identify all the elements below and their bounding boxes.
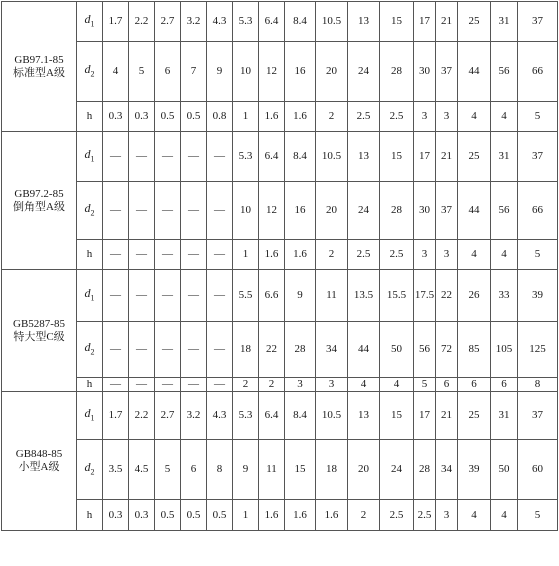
table-row: [2, 322, 558, 378]
value-cell: 4: [103, 42, 129, 102]
value-cell: 56: [414, 322, 436, 378]
value-cell: 66: [518, 42, 558, 102]
parameter-symbol: d: [84, 285, 91, 300]
standard-label: [2, 2, 77, 132]
table-body: [2, 2, 558, 531]
value-cell: 28: [285, 322, 316, 378]
value-cell: 8.4: [285, 132, 316, 182]
standard-label: [2, 270, 77, 392]
value-cell: 16: [285, 42, 316, 102]
value-cell: —: [207, 182, 233, 240]
value-cell: 5.3: [233, 2, 259, 42]
table-row: [2, 42, 558, 102]
value-cell: 2: [259, 378, 285, 392]
value-cell: 0.5: [181, 500, 207, 531]
value-cell: 3: [436, 500, 458, 531]
value-cell: 2.7: [155, 2, 181, 42]
value-cell: 4: [380, 378, 414, 392]
value-cell: 10: [233, 182, 259, 240]
value-cell: 21: [436, 2, 458, 42]
value-cell: 4.5: [129, 440, 155, 500]
value-cell: 6.6: [259, 270, 285, 322]
parameter-label: [77, 392, 103, 440]
value-cell: 18: [233, 322, 259, 378]
value-cell: 39: [518, 270, 558, 322]
value-cell: 20: [348, 440, 380, 500]
value-cell: 1.6: [285, 500, 316, 531]
parameter-symbol: d: [84, 339, 91, 354]
value-cell: 37: [436, 182, 458, 240]
value-cell: 105: [491, 322, 518, 378]
value-cell: 15: [380, 2, 414, 42]
value-cell: —: [181, 378, 207, 392]
value-cell: 13: [348, 132, 380, 182]
standard-label-line: 倒角型A级: [13, 200, 65, 213]
value-cell: 25: [458, 132, 491, 182]
value-cell: 4.3: [207, 2, 233, 42]
value-cell: 3.5: [103, 440, 129, 500]
washer-dimensions-table: [1, 1, 558, 531]
parameter-label: [77, 240, 103, 270]
value-cell: —: [155, 322, 181, 378]
parameter-label: [77, 132, 103, 182]
value-cell: 6.4: [259, 392, 285, 440]
value-cell: 5.3: [233, 132, 259, 182]
value-cell: 56: [491, 42, 518, 102]
value-cell: 1: [233, 500, 259, 531]
parameter-symbol: h: [86, 110, 93, 122]
value-cell: 13.5: [348, 270, 380, 322]
value-cell: 56: [491, 182, 518, 240]
value-cell: 3: [414, 102, 436, 132]
value-cell: 44: [458, 42, 491, 102]
value-cell: 44: [458, 182, 491, 240]
value-cell: 2.5: [348, 102, 380, 132]
value-cell: 22: [436, 270, 458, 322]
value-cell: 0.3: [129, 102, 155, 132]
value-cell: 11: [316, 270, 348, 322]
value-cell: 26: [458, 270, 491, 322]
value-cell: 44: [348, 322, 380, 378]
parameter-subscript: 2: [90, 467, 95, 477]
value-cell: —: [181, 132, 207, 182]
value-cell: 30: [414, 182, 436, 240]
standard-label-line: 小型A级: [18, 461, 60, 473]
parameter-symbol: h: [86, 378, 93, 390]
parameter-symbol: d: [84, 459, 91, 474]
value-cell: —: [103, 378, 129, 392]
value-cell: 2.7: [155, 392, 181, 440]
value-cell: 50: [380, 322, 414, 378]
value-cell: 1.6: [259, 500, 285, 531]
value-cell: 3: [285, 378, 316, 392]
value-cell: 31: [491, 132, 518, 182]
value-cell: 5.3: [233, 392, 259, 440]
value-cell: 17.5: [414, 270, 436, 322]
value-cell: 22: [259, 322, 285, 378]
parameter-symbol: d: [84, 11, 91, 26]
value-cell: 1: [233, 102, 259, 132]
value-cell: 5: [518, 102, 558, 132]
value-cell: 1.6: [285, 102, 316, 132]
parameter-subscript: 1: [90, 413, 95, 423]
value-cell: —: [129, 240, 155, 270]
value-cell: 31: [491, 392, 518, 440]
value-cell: 31: [491, 2, 518, 42]
standard-label-line: GB848-85: [15, 448, 63, 460]
parameter-symbol: d: [84, 61, 91, 76]
value-cell: 33: [491, 270, 518, 322]
value-cell: 13: [348, 2, 380, 42]
parameter-symbol: h: [86, 248, 93, 260]
parameter-label: [77, 322, 103, 378]
value-cell: —: [155, 378, 181, 392]
value-cell: 0.8: [207, 102, 233, 132]
value-cell: 4: [491, 102, 518, 132]
value-cell: —: [155, 182, 181, 240]
value-cell: 2.5: [380, 102, 414, 132]
value-cell: 20: [316, 182, 348, 240]
standard-label-line: 标准型A级: [13, 66, 65, 79]
value-cell: 0.5: [207, 500, 233, 531]
value-cell: 37: [518, 392, 558, 440]
value-cell: 30: [414, 42, 436, 102]
value-cell: —: [129, 182, 155, 240]
value-cell: 85: [458, 322, 491, 378]
value-cell: —: [207, 270, 233, 322]
value-cell: 1.7: [103, 2, 129, 42]
value-cell: —: [103, 270, 129, 322]
value-cell: 0.5: [181, 102, 207, 132]
parameter-label: [77, 102, 103, 132]
value-cell: 3: [316, 378, 348, 392]
table-row: [2, 102, 558, 132]
value-cell: 50: [491, 440, 518, 500]
value-cell: 8: [207, 440, 233, 500]
value-cell: 8.4: [285, 392, 316, 440]
value-cell: 0.3: [129, 500, 155, 531]
value-cell: 2.5: [380, 500, 414, 531]
standard-label: [2, 392, 77, 531]
parameter-label: [77, 440, 103, 500]
value-cell: 34: [436, 440, 458, 500]
value-cell: —: [155, 132, 181, 182]
value-cell: 24: [348, 182, 380, 240]
value-cell: 1: [233, 240, 259, 270]
table-row: [2, 132, 558, 182]
table-row: [2, 392, 558, 440]
value-cell: 5: [414, 378, 436, 392]
parameter-label: [77, 500, 103, 531]
value-cell: 37: [518, 2, 558, 42]
value-cell: 60: [518, 440, 558, 500]
value-cell: 25: [458, 392, 491, 440]
value-cell: 2: [233, 378, 259, 392]
value-cell: 9: [233, 440, 259, 500]
value-cell: 2.2: [129, 392, 155, 440]
table-row: [2, 2, 558, 42]
value-cell: 15: [380, 392, 414, 440]
value-cell: 0.3: [103, 500, 129, 531]
value-cell: 2.5: [414, 500, 436, 531]
parameter-symbol: d: [84, 146, 91, 161]
value-cell: 8: [518, 378, 558, 392]
table-row: [2, 182, 558, 240]
value-cell: 37: [436, 42, 458, 102]
value-cell: 8.4: [285, 2, 316, 42]
parameter-label: [77, 378, 103, 392]
parameter-subscript: 2: [90, 347, 95, 357]
value-cell: 21: [436, 392, 458, 440]
standard-label-line: GB97.1-85: [14, 53, 64, 66]
standard-label-line: 特大型C级: [13, 330, 65, 343]
parameter-subscript: 1: [90, 293, 95, 303]
parameter-subscript: 2: [90, 69, 95, 79]
value-cell: 6: [436, 378, 458, 392]
value-cell: —: [129, 322, 155, 378]
value-cell: —: [103, 240, 129, 270]
value-cell: 72: [436, 322, 458, 378]
value-cell: 2.5: [348, 240, 380, 270]
value-cell: 6: [181, 440, 207, 500]
value-cell: 6: [491, 378, 518, 392]
parameter-subscript: 1: [90, 19, 95, 29]
parameter-label: [77, 270, 103, 322]
value-cell: 0.5: [155, 500, 181, 531]
table-row: [2, 500, 558, 531]
value-cell: 10.5: [316, 2, 348, 42]
value-cell: 3: [436, 102, 458, 132]
value-cell: 0.5: [155, 102, 181, 132]
value-cell: 24: [380, 440, 414, 500]
parameter-label: [77, 182, 103, 240]
value-cell: —: [129, 378, 155, 392]
value-cell: 20: [316, 42, 348, 102]
parameter-label: [77, 2, 103, 42]
value-cell: 37: [518, 132, 558, 182]
value-cell: 10.5: [316, 392, 348, 440]
standard-label: [2, 132, 77, 270]
value-cell: 15: [285, 440, 316, 500]
value-cell: 16: [285, 182, 316, 240]
table-row: [2, 270, 558, 322]
value-cell: 4: [491, 240, 518, 270]
value-cell: 4: [491, 500, 518, 531]
value-cell: 6: [458, 378, 491, 392]
value-cell: —: [181, 270, 207, 322]
value-cell: 2: [316, 102, 348, 132]
value-cell: 17: [414, 132, 436, 182]
parameter-subscript: 1: [90, 154, 95, 164]
value-cell: —: [129, 270, 155, 322]
value-cell: 4: [458, 500, 491, 531]
value-cell: —: [181, 182, 207, 240]
value-cell: —: [155, 240, 181, 270]
value-cell: 39: [458, 440, 491, 500]
value-cell: 21: [436, 132, 458, 182]
value-cell: 1.6: [316, 500, 348, 531]
value-cell: 12: [259, 42, 285, 102]
value-cell: —: [103, 182, 129, 240]
value-cell: 0.3: [103, 102, 129, 132]
value-cell: 1.6: [259, 240, 285, 270]
parameter-symbol: d: [84, 405, 91, 420]
value-cell: 15.5: [380, 270, 414, 322]
value-cell: 3.2: [181, 2, 207, 42]
value-cell: 18: [316, 440, 348, 500]
value-cell: —: [207, 322, 233, 378]
value-cell: 28: [414, 440, 436, 500]
value-cell: —: [181, 322, 207, 378]
value-cell: 4.3: [207, 392, 233, 440]
value-cell: 10: [233, 42, 259, 102]
value-cell: 6.4: [259, 132, 285, 182]
value-cell: 1.7: [103, 392, 129, 440]
value-cell: 4: [458, 240, 491, 270]
value-cell: 1.6: [259, 102, 285, 132]
value-cell: 2.5: [380, 240, 414, 270]
value-cell: —: [155, 270, 181, 322]
value-cell: —: [207, 378, 233, 392]
value-cell: 7: [181, 42, 207, 102]
value-cell: 2: [348, 500, 380, 531]
value-cell: 5: [129, 42, 155, 102]
value-cell: 10.5: [316, 132, 348, 182]
value-cell: —: [103, 132, 129, 182]
value-cell: 125: [518, 322, 558, 378]
value-cell: 11: [259, 440, 285, 500]
value-cell: 5.5: [233, 270, 259, 322]
value-cell: 5: [155, 440, 181, 500]
standard-label-line: GB97.2-85: [14, 187, 64, 200]
standard-label-line: GB5287-85: [13, 317, 65, 330]
value-cell: —: [207, 240, 233, 270]
value-cell: 6.4: [259, 2, 285, 42]
value-cell: 3: [414, 240, 436, 270]
value-cell: 4: [348, 378, 380, 392]
value-cell: 4: [458, 102, 491, 132]
value-cell: —: [103, 322, 129, 378]
value-cell: 5: [518, 240, 558, 270]
value-cell: 25: [458, 2, 491, 42]
parameter-subscript: 2: [90, 208, 95, 218]
value-cell: 2: [316, 240, 348, 270]
value-cell: 34: [316, 322, 348, 378]
value-cell: 3.2: [181, 392, 207, 440]
value-cell: 66: [518, 182, 558, 240]
value-cell: 9: [285, 270, 316, 322]
value-cell: 15: [380, 132, 414, 182]
parameter-label: [77, 42, 103, 102]
value-cell: 6: [155, 42, 181, 102]
value-cell: 13: [348, 392, 380, 440]
table-row: [2, 240, 558, 270]
value-cell: 2.2: [129, 2, 155, 42]
value-cell: 5: [518, 500, 558, 531]
value-cell: —: [207, 132, 233, 182]
parameter-symbol: h: [86, 508, 93, 521]
value-cell: —: [129, 132, 155, 182]
parameter-symbol: d: [84, 200, 91, 215]
value-cell: 28: [380, 42, 414, 102]
value-cell: 24: [348, 42, 380, 102]
table-row: [2, 440, 558, 500]
value-cell: 1.6: [285, 240, 316, 270]
value-cell: 12: [259, 182, 285, 240]
value-cell: 3: [436, 240, 458, 270]
value-cell: 9: [207, 42, 233, 102]
value-cell: 17: [414, 2, 436, 42]
value-cell: 17: [414, 392, 436, 440]
value-cell: —: [181, 240, 207, 270]
value-cell: 28: [380, 182, 414, 240]
table-row: [2, 378, 558, 392]
